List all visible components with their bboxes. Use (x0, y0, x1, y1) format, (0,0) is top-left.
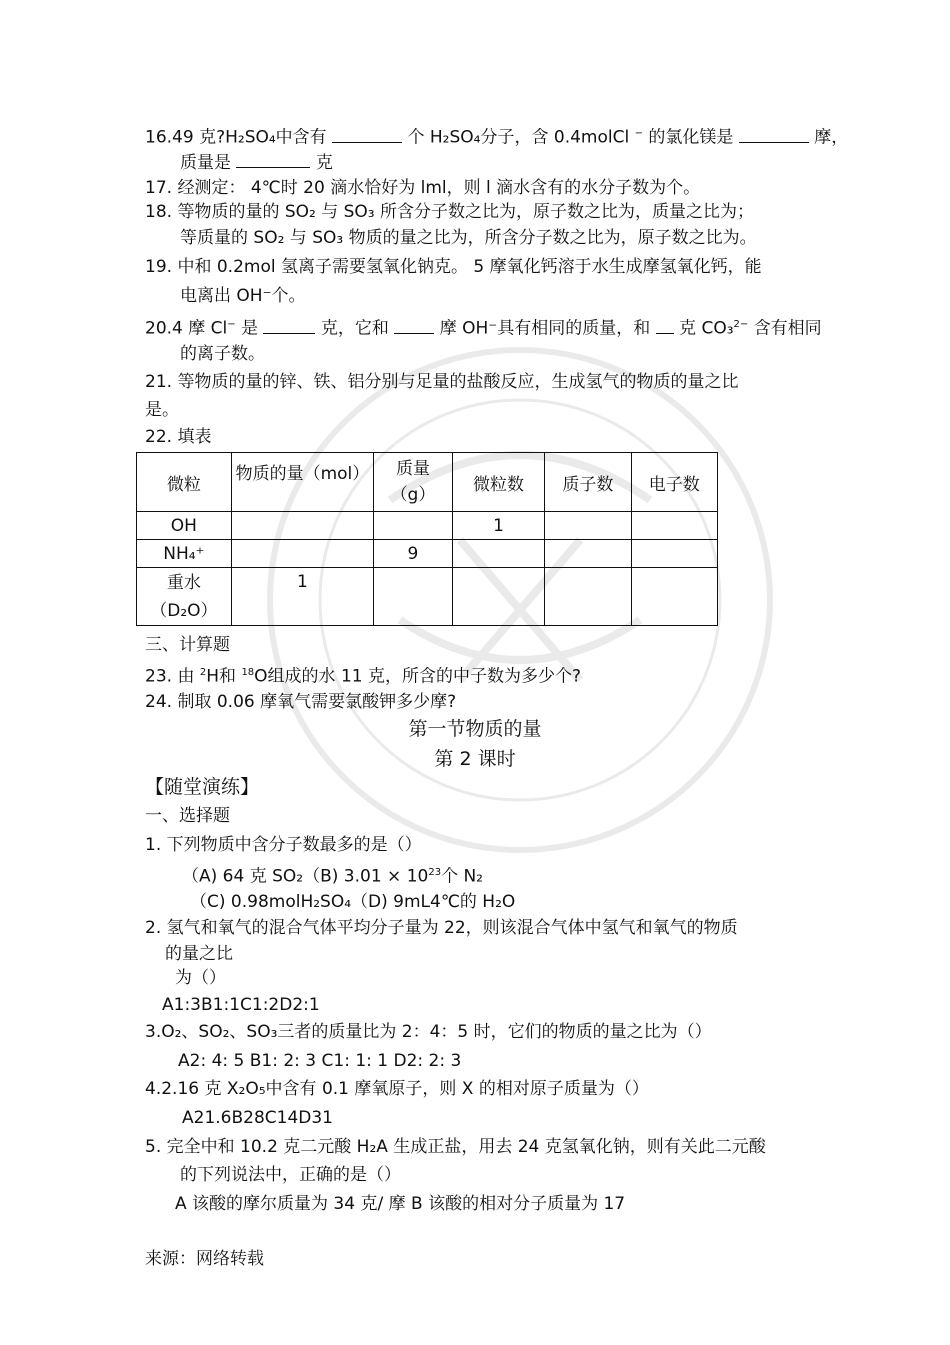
header-electrons: 电子数 (631, 453, 717, 512)
cell: OH (137, 512, 232, 540)
header-mass: 质量 （g） (374, 453, 453, 512)
answer-blank[interactable] (236, 153, 310, 168)
cell[interactable] (231, 540, 373, 568)
q16-text-a: 16.49 克?H₂SO₄中含有 (145, 127, 327, 148)
q20-text-f: 含有相同 (753, 318, 822, 339)
cell: 1 (452, 512, 544, 540)
header-count: 微粒数 (452, 453, 544, 512)
table-row (137, 568, 718, 626)
choice-1-ab: （A) 64 克 SO₂（B) $3.01 \times 10^{23}$个 N₂ (182, 866, 483, 887)
lesson-title: 第一节物质的量 (408, 718, 542, 740)
question-19-cont: 电离出 OH⁻个。 (180, 286, 306, 306)
q16-text-e: 质量是 (180, 153, 231, 173)
cell[interactable] (452, 540, 544, 568)
cell: 重水 （D₂O） (137, 568, 232, 626)
cell: 1 (231, 568, 373, 626)
cell[interactable] (374, 512, 453, 540)
choice-2: 2. 氢气和氧气的混合气体平均分子量为 22，则该混合气体中氢气和氧气的物质 (145, 918, 738, 938)
answer-blank[interactable] (332, 128, 402, 143)
choice-heading: 一、选择题 (145, 806, 230, 826)
answer-blank[interactable] (394, 319, 434, 334)
practice-heading: 【随堂演练】 (145, 776, 260, 798)
table-header-row (137, 453, 718, 512)
choice-1: 1. 下列物质中含分子数最多的是（） (145, 835, 422, 855)
question-16: 16.49 克?H₂SO₄中含有 个 H₂SO₄分子，含 0.4molCl − 的氯化镁是 摩， (145, 127, 849, 148)
choice-4-options: A21.6B28C14D31 (182, 1108, 333, 1128)
q20-text-b: 是 (241, 318, 259, 339)
fill-table (136, 452, 718, 626)
choice-4: 4.2.16 克 X₂O₅中含有 0.1 摩氧原子，则 X 的相对原子质量为（） (145, 1079, 649, 1099)
question-21-cont: 是。 (145, 400, 179, 420)
cell[interactable] (231, 512, 373, 540)
q16-text-b: 个 H₂SO₄分子，含 0.4molCl (407, 127, 630, 148)
question-16-cont (180, 152, 333, 174)
source-footer: 来源：网络转载 (145, 1249, 264, 1269)
q20-text-e: 克 CO₃ (679, 318, 734, 339)
choice-2-cont2: 为（） (175, 968, 226, 988)
answer-blank[interactable] (263, 319, 315, 334)
q20-text-c: 克，它和 (320, 318, 389, 339)
question-23: 23. 由 $^2$H和 $^{18}$O组成的水 11 克，所含的中子数为多少个? (145, 666, 582, 687)
cell[interactable] (631, 540, 717, 568)
choice-5: 5. 完全中和 10.2 克二元酸 H₂A 生成正盐，用去 24 克氢氧化钠，则有关此二元酸 (145, 1137, 766, 1157)
question-20: 20.4 摩 Cl− 是 克，它和 摩 OH⁻具有相同的质量，和 克 CO₃$^{2-}$ 含有相同 (145, 318, 822, 339)
cell[interactable] (545, 568, 631, 626)
question-17: 17. 经测定： 4℃时 20 滴水恰好为 lml，则 l 滴水含有的水分子数为个。 (145, 178, 701, 198)
cell[interactable] (545, 512, 631, 540)
cell[interactable] (374, 568, 453, 626)
table-row (137, 540, 718, 568)
cell[interactable] (631, 568, 717, 626)
q20-text-d: 摩 OH⁻具有相同的质量，和 (439, 318, 651, 339)
table-row (137, 512, 718, 540)
choice-2-options: A1:3B1:1C1:2D2:1 (162, 995, 320, 1015)
q20-text-a: 20.4 摩 Cl (145, 318, 228, 339)
header-particle: 微粒 (137, 453, 232, 512)
q16-text-c: 的氯化镁是 (648, 127, 734, 148)
question-20-cont: 的离子数。 (180, 344, 265, 364)
cell: 9 (374, 540, 453, 568)
choice-3-options: A2: 4: 5 B1: 2: 3 C1: 1: 1 D2: 2: 3 (178, 1051, 462, 1071)
answer-blank[interactable] (656, 319, 674, 334)
answer-blank[interactable] (739, 128, 809, 143)
question-21: 21. 等物质的量的锌、铁、铝分别与足量的盐酸反应，生成氢气的物质的量之比 (145, 372, 739, 392)
choice-5-cont: 的下列说法中，正确的是（） (180, 1165, 401, 1185)
cell[interactable] (452, 568, 544, 626)
choice-5-options: A 该酸的摩尔质量为 34 克/ 摩 B 该酸的相对分子质量为 17 (175, 1194, 626, 1214)
header-amount: 物质的量（mol） (231, 453, 373, 512)
calc-heading: 三、计算题 (145, 635, 230, 655)
choice-2-cont: 的量之比 (165, 944, 233, 964)
question-22: 22. 填表 (145, 427, 212, 447)
question-19: 19. 中和 0.2mol 氢离子需要氢氧化钠克。 5 摩氧化钙溶于水生成摩氢氧化钙，能 (145, 257, 762, 277)
question-18-cont: 等质量的 SO₂ 与 SO₃ 物质的量之比为，所含分子数之比为，原子数之比为。 (180, 228, 757, 248)
question-18: 18. 等物质的量的 SO₂ 与 SO₃ 所含分子数之比为，原子数之比为，质量之比为； (145, 202, 755, 222)
cell[interactable] (631, 512, 717, 540)
choice-1-cd: （C) 0.98molH₂SO₄（D) 9mL4℃的 H₂O (190, 892, 516, 912)
lesson-subtitle: 第 2 课时 (434, 748, 516, 770)
header-protons: 质子数 (545, 453, 631, 512)
cell: NH₄⁺ (137, 540, 232, 568)
choice-3: 3.O₂、SO₂、SO₃三者的质量比为 2：4：5 时，它们的物质的量之比为（） (145, 1022, 712, 1042)
q16-text-f: 克 (315, 153, 333, 173)
cell[interactable] (545, 540, 631, 568)
q16-text-d: 摩， (814, 127, 849, 148)
question-24: 24. 制取 0.06 摩氧气需要氯酸钾多少摩? (145, 692, 457, 712)
